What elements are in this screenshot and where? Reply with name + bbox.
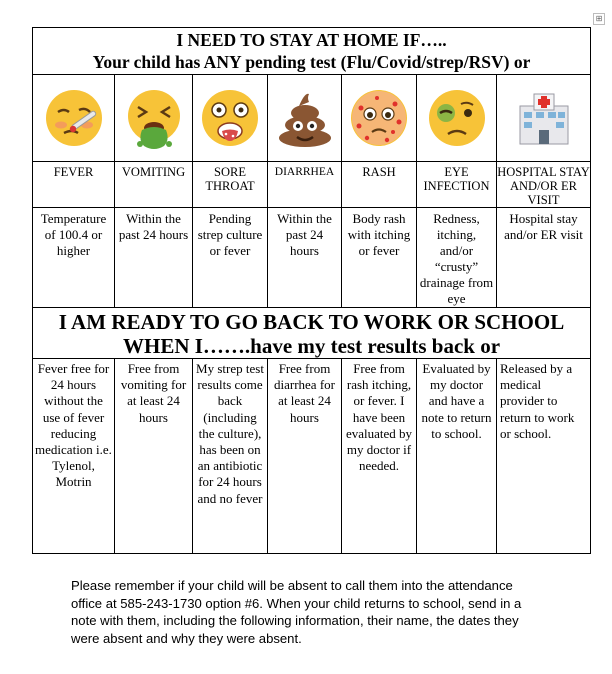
symptom-label: EYE INFECTION — [417, 162, 497, 208]
fever-thermometer-face-icon — [42, 86, 106, 150]
symptom-label: SORE THROAT — [193, 162, 268, 208]
eye-infection-face-icon — [425, 86, 489, 150]
eye-infection-icon-cell — [417, 75, 497, 162]
rash-face-icon — [347, 86, 411, 150]
hospital-icon — [512, 86, 576, 150]
symptom-description: Pending strep culture or fever — [193, 208, 268, 308]
symptom-description: Within the past 24 hours — [268, 208, 342, 308]
pending-test-subtitle: Your child has ANY pending test (Flu/Covid/strep/RSV) or — [92, 52, 531, 72]
rash-icon-cell — [342, 75, 417, 162]
ready-title: I AM READY TO GO BACK TO WORK OR SCHOOL — [58, 310, 565, 334]
return-criterion: Released by a medical provider to return to work or school. — [497, 359, 591, 554]
symptom-label: RASH — [342, 162, 417, 208]
table-move-handle-icon[interactable]: ⊞ — [593, 13, 605, 25]
symptom-description: Within the past 24 hours — [115, 208, 193, 308]
symptom-label: HOSPITAL STAY AND/OR ER VISIT — [497, 162, 591, 208]
absence-instructions: Please remember if your child will be absent to call them into the attendance office at 585-243-1730 option #6. When your child returns to school, send in a note with them, including the following information, their name, the dates they were absent and why they were absent. — [71, 578, 522, 646]
ready-header — [33, 308, 591, 359]
diarrhea-icon-cell — [268, 75, 342, 162]
symptom-description: Redness, itching, and/or “crusty” drainage from eye — [417, 208, 497, 308]
vomiting-face-icon — [122, 86, 186, 150]
stay-home-header — [33, 28, 591, 75]
stay-home-table — [32, 27, 591, 554]
poop-icon — [273, 86, 337, 150]
symptom-label: DIARRHEA — [268, 162, 342, 208]
sore-throat-icon-cell — [193, 75, 268, 162]
return-criterion: Free from diarrhea for at least 24 hours — [268, 359, 342, 554]
symptom-description: Temperature of 100.4 or higher — [33, 208, 115, 308]
sore-throat-face-icon — [198, 86, 262, 150]
return-criterion: My strep test results come back (including the culture), has been on an antibiotic for 24 hours and no fever — [193, 359, 268, 554]
return-criterion: Free from rash itching, or fever. I have been evaluated by my doctor if needed. — [342, 359, 417, 554]
vomiting-icon-cell — [115, 75, 193, 162]
hospital-icon-cell — [497, 75, 591, 162]
symptom-label: FEVER — [33, 162, 115, 208]
symptom-description: Body rash with itching or fever — [342, 208, 417, 308]
ready-subtitle: WHEN I…….have my test results back or — [123, 334, 501, 358]
fever-icon-cell — [33, 75, 115, 162]
symptom-description: Hospital stay and/or ER visit — [497, 208, 591, 308]
return-criterion: Evaluated by my doctor and have a note to return to school. — [417, 359, 497, 554]
return-criterion: Fever free for 24 hours without the use of fever reducing medication i.e. Tylenol, Motrin — [33, 359, 115, 554]
stay-home-title: I NEED TO STAY AT HOME IF….. — [176, 30, 447, 50]
return-criterion: Free from vomiting for at least 24 hours — [115, 359, 193, 554]
symptom-label: VOMITING — [115, 162, 193, 208]
